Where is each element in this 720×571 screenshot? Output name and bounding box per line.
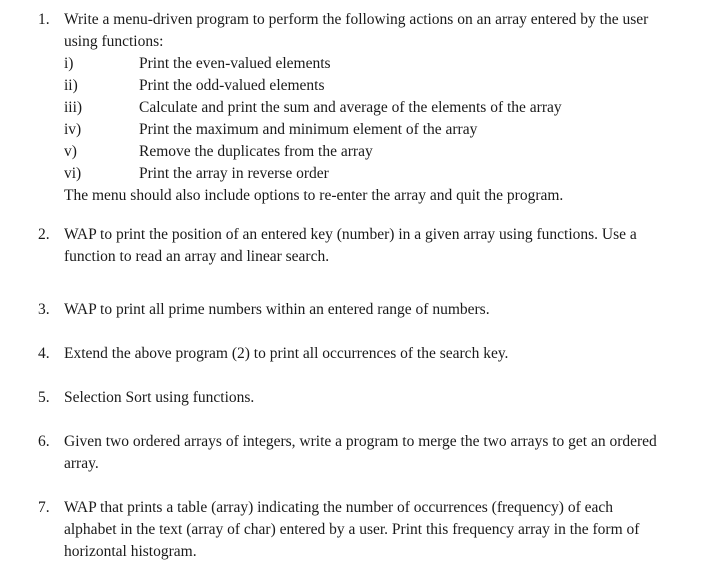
sub-item-numeral: v) xyxy=(64,143,77,160)
question-2 xyxy=(38,224,698,268)
question-number: 7. xyxy=(38,499,50,516)
sub-item-text: Print the array in reverse order xyxy=(139,165,329,182)
sub-item-text: Print the maximum and minimum element of the array xyxy=(139,121,478,138)
sub-item-text: Calculate and print the sum and average of the elements of the array xyxy=(139,99,562,116)
question-3 xyxy=(38,299,698,321)
question-5 xyxy=(38,387,698,409)
question-6 xyxy=(38,431,698,475)
question-note: The menu should also include options to re-enter the array and quit the program. xyxy=(64,187,564,204)
question-number: 3. xyxy=(38,301,50,318)
question-number: 6. xyxy=(38,433,50,450)
question-number: 5. xyxy=(38,389,50,406)
question-text: Write a menu-driven program to perform the following actions on an array entered by the user using functions: xyxy=(64,11,649,50)
sub-item xyxy=(38,141,698,163)
question-text: Extend the above program (2) to print all occurrences of the search key. xyxy=(64,345,509,362)
question-text: WAP that prints a table (array) indicating the number of occurrences (frequency) of each alphabet in the text (array of char) entered by a user. Print this frequency array in the form of horizontal histogram. xyxy=(64,499,640,560)
question-text: WAP to print all prime numbers within an entered range of numbers. xyxy=(64,301,490,318)
question-number: 2. xyxy=(38,226,50,243)
question-number: 1. xyxy=(38,11,50,28)
sub-item-text: Remove the duplicates from the array xyxy=(139,143,373,160)
question-text: Given two ordered arrays of integers, write a program to merge the two arrays to get an ordered array. xyxy=(64,433,657,472)
sub-item-text: Print the even-valued elements xyxy=(139,55,331,72)
sub-item xyxy=(38,119,698,141)
question-number: 4. xyxy=(38,345,50,362)
sub-item xyxy=(38,97,698,119)
question-7 xyxy=(38,497,698,563)
sub-item xyxy=(38,75,698,97)
sub-item-numeral: iii) xyxy=(64,99,83,116)
sub-item-numeral: vi) xyxy=(64,165,82,182)
question-text: WAP to print the position of an entered key (number) in a given array using functions. Use a function to read an array and linear search. xyxy=(64,226,637,265)
question-4 xyxy=(38,343,698,365)
question-1 xyxy=(38,9,698,207)
sub-item-text: Print the odd-valued elements xyxy=(139,77,325,94)
sub-item-numeral: iv) xyxy=(64,121,82,138)
sub-item xyxy=(38,163,698,185)
sub-item-numeral: ii) xyxy=(64,77,78,94)
question-text: Selection Sort using functions. xyxy=(64,389,255,406)
sub-item xyxy=(38,53,698,75)
sub-item-numeral: i) xyxy=(64,55,74,72)
